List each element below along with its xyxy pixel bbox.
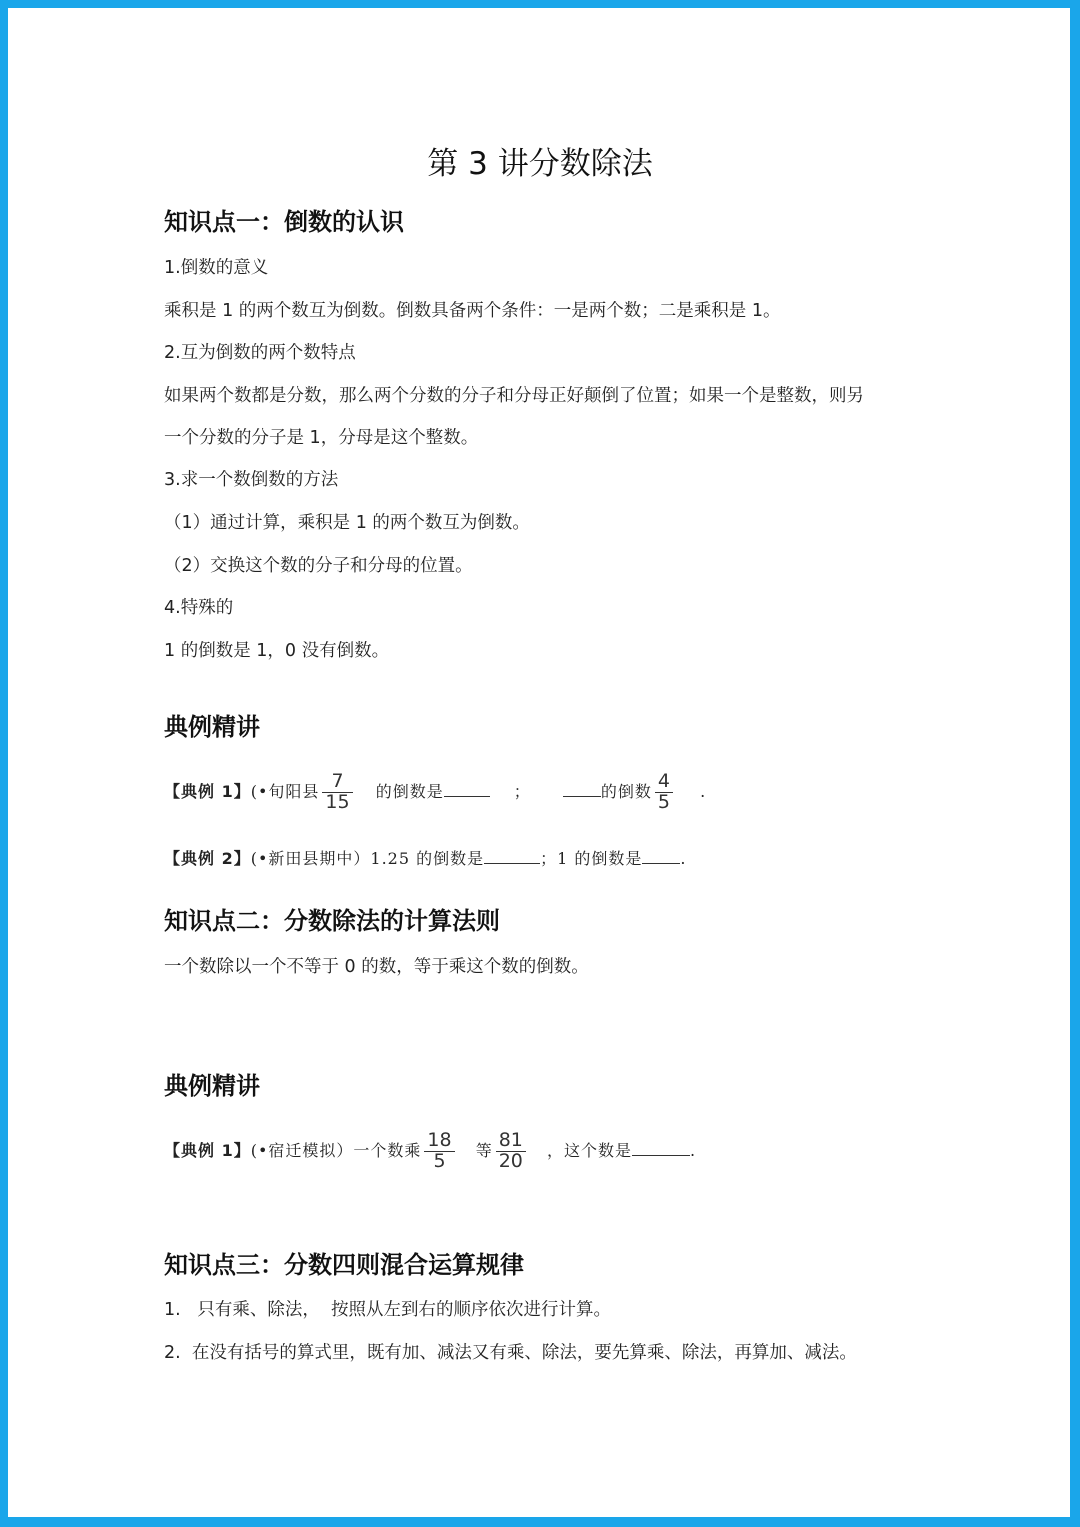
example-label: 【典例 2】	[164, 849, 251, 868]
example-separator: ；	[513, 781, 531, 801]
answer-blank[interactable]	[563, 780, 601, 797]
example-text: ，这个数是	[547, 1140, 633, 1160]
example-end: .	[700, 781, 707, 801]
example-source: (•旬阳县	[250, 781, 320, 801]
text-line: 2. 在没有括号的算式里，既有加、减法又有乘、除法，要先算乘、除法，再算加、减法。	[164, 1343, 857, 1363]
fraction	[424, 1131, 454, 1172]
example-separator: ；	[540, 849, 558, 868]
text-line: 1. 只有乘、除法， 按照从左到右的顺序依次进行计算。	[164, 1300, 612, 1320]
text-line: （1）通过计算，乘积是 1 的两个数互为倒数。	[164, 513, 530, 533]
fraction	[322, 772, 352, 813]
examples-heading: 典例精讲	[164, 1072, 260, 1100]
section-heading-division: 知识点二：分数除法的计算法则	[164, 907, 500, 935]
text-line: 一个分数的分子是 1，分母是这个整数。	[164, 428, 479, 448]
text-line: 4.特殊的	[164, 598, 234, 618]
answer-blank[interactable]	[484, 847, 540, 864]
answer-blank[interactable]	[632, 1139, 690, 1156]
text-line: （2）交换这个数的分子和分母的位置。	[164, 556, 473, 576]
example-2	[164, 846, 687, 869]
fraction-numerator: 7	[331, 770, 344, 792]
fraction-numerator: 81	[498, 1129, 523, 1151]
text-line: 如果两个数都是分数，那么两个分数的分子和分母正好颠倒了位置；如果一个是整数，则另	[164, 386, 864, 406]
example-text: 1 的倒数是	[557, 849, 643, 868]
fraction-denominator: 5	[657, 790, 671, 813]
example-text: 1.25 的倒数是	[370, 849, 485, 868]
fraction	[496, 1131, 526, 1172]
fraction-numerator: 4	[657, 770, 671, 792]
answer-blank[interactable]	[642, 847, 680, 864]
example-source: (•宿迁模拟）	[250, 1140, 354, 1160]
section-heading-mixed-operations: 知识点三：分数四则混合运算规律	[164, 1251, 524, 1279]
example-text: 等	[475, 1140, 493, 1160]
example-text: 的倒数是	[375, 781, 444, 801]
text-line: 2.互为倒数的两个数特点	[164, 343, 356, 363]
text-line: 乘积是 1 的两个数互为倒数。倒数具备两个条件：一是两个数；二是乘积是 1。	[164, 301, 781, 321]
example-label: 【典例 1】	[164, 1140, 251, 1160]
text-line: 3.求一个数倒数的方法	[164, 470, 339, 490]
fraction-denominator: 5	[433, 1149, 446, 1172]
example-label: 【典例 1】	[164, 781, 251, 801]
text-line: 一个数除以一个不等于 0 的数，等于乘这个数的倒数。	[164, 957, 589, 977]
section-heading-reciprocal: 知识点一：倒数的认识	[164, 208, 404, 236]
example-1	[164, 772, 706, 813]
fraction	[655, 772, 673, 813]
text-line: 1.倒数的意义	[164, 258, 269, 278]
answer-blank[interactable]	[444, 780, 490, 797]
example-end: .	[680, 849, 687, 868]
example-1	[164, 1131, 696, 1172]
text-line: 1 的倒数是 1，0 没有倒数。	[164, 641, 390, 661]
examples-heading: 典例精讲	[164, 713, 260, 741]
example-text: 的倒数	[600, 781, 652, 801]
example-end: .	[690, 1140, 697, 1160]
fraction-denominator: 20	[498, 1149, 523, 1172]
fraction-numerator: 18	[427, 1129, 452, 1151]
page-title: 第 3 讲分数除法	[427, 146, 653, 182]
fraction-denominator: 15	[325, 790, 350, 813]
example-text: 一个数乘	[353, 1140, 422, 1160]
example-source: (•新田县期中）	[250, 849, 371, 868]
